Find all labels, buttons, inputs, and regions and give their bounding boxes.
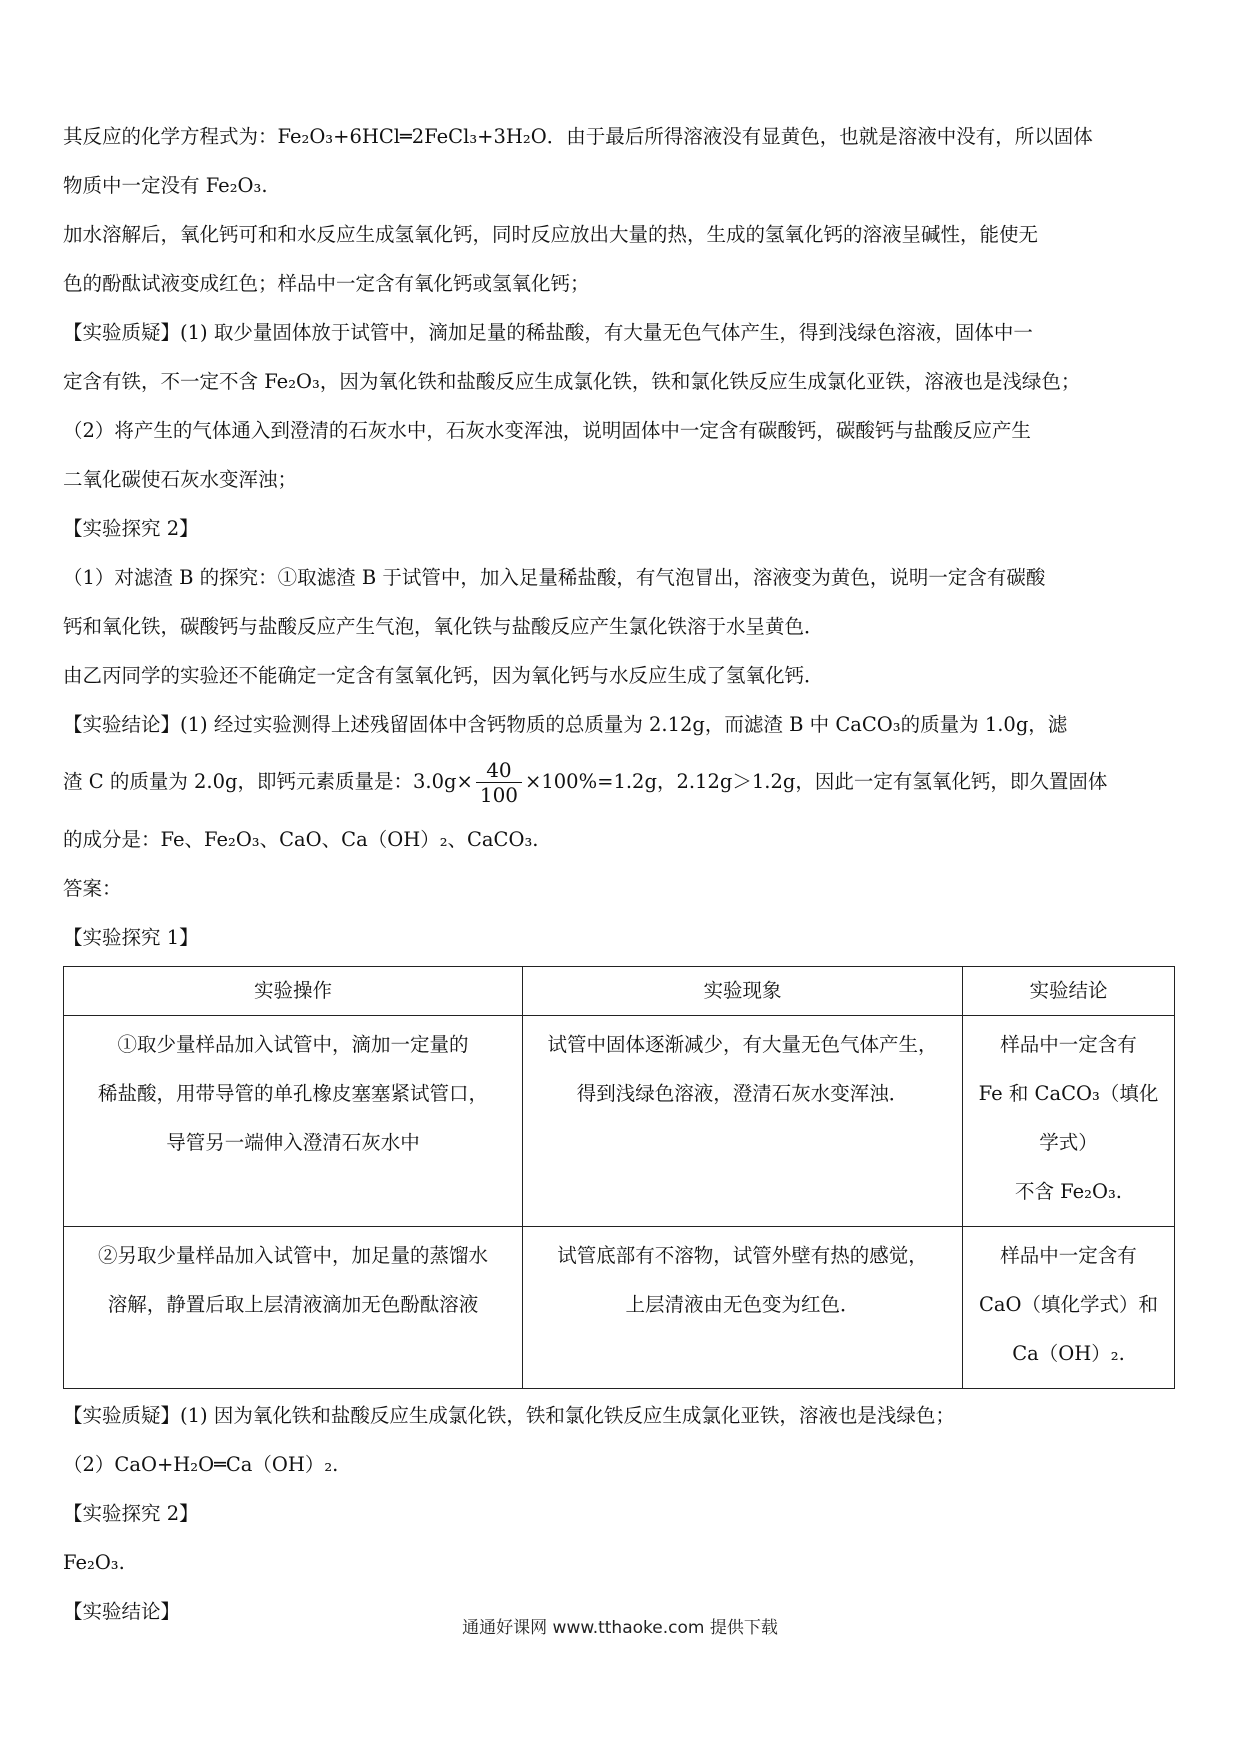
cell-line: 样品中一定含有 [1000, 1244, 1137, 1267]
cell-line: 得到浅绿色溶液，澄清石灰水变浑浊． [576, 1082, 909, 1105]
fraction-denominator: 100 [479, 783, 519, 807]
cell-line: 试管中固体逐渐减少，有大量无色气体产生， [547, 1033, 938, 1056]
formula-before: 渣 C 的质量为 2.0g，即钙元素质量是：3.0g× [63, 770, 473, 793]
table-row [64, 1016, 1175, 1227]
cell-line: ①取少量样品加入试管中，滴加一定量的 [117, 1033, 469, 1056]
text-line: 加水溶解后，氧化钙可和和水反应生成氢氧化钙，同时反应放出大量的热，生成的氢氧化钙的溶液呈碱性，能使无 [63, 223, 1039, 246]
text-line: 其反应的化学方程式为：Fe₂O₃+6HCl═2FeCl₃+3H₂O．由于最后所得溶液没有显黄色，也就是溶液中没有，所以固体 [63, 125, 1093, 148]
cell-operation [64, 1016, 523, 1227]
text-line: Fe₂O₃. [63, 1551, 125, 1574]
text-line: 的成分是：Fe、Fe₂O₃、CaO、Ca（OH）₂、CaCO₃. [63, 828, 539, 851]
cell-operation [64, 1227, 523, 1389]
table-header-operation: 实验操作 [64, 967, 523, 1016]
cell-line: Ca（OH）₂. [1012, 1342, 1125, 1365]
text-line: 二氧化碳使石灰水变浑浊； [63, 468, 298, 491]
cell-line: ②另取少量样品加入试管中，加足量的蒸馏水 [97, 1244, 488, 1267]
analysis-text [63, 112, 1173, 962]
text-line: 钙和氧化铁，碳酸钙与盐酸反应产生气泡，氧化铁与盐酸反应产生氯化铁溶于水呈黄色． [63, 615, 824, 638]
table-header-phenomenon: 实验现象 [523, 967, 963, 1016]
cell-line: 稀盐酸，用带导管的单孔橡皮塞塞紧试管口， [97, 1082, 488, 1105]
text-line: 【实验结论】(1) 经过实验测得上述残留固体中含钙物质的总质量为 2.12g，而滤渣 B 中 CaCO₃的质量为 1.0g，滤 [63, 713, 1068, 736]
page-footer: 通通好课网 www.tthaoke.com 提供下载 [462, 1618, 778, 1638]
section-heading: 【实验探究 2】 [63, 517, 199, 540]
fraction-numerator: 40 [476, 758, 522, 783]
section-heading: 【实验探究 2】 [63, 1502, 199, 1525]
formula-after: ×100%=1.2g，2.12g＞1.2g，因此一定有氢氧化钙，即久置固体 [525, 770, 1108, 793]
cell-phenomenon [523, 1016, 963, 1227]
table-header-row [64, 967, 1175, 1016]
text-line: 【实验质疑】(1) 因为氧化铁和盐酸反应生成氯化铁，铁和氯化铁反应生成氯化亚铁，溶液也是浅绿色； [63, 1404, 955, 1427]
section-heading: 【实验结论】 [63, 1600, 181, 1623]
experiment-table [63, 966, 1175, 1389]
table-row [64, 1227, 1175, 1389]
answer-text [63, 1391, 1173, 1636]
cell-line: CaO（填化学式）和 [978, 1293, 1159, 1316]
cell-line: 导管另一端伸入澄清石灰水中 [166, 1131, 420, 1154]
text-line: （2）将产生的气体通入到澄清的石灰水中，石灰水变浑浊，说明固体中一定含有碳酸钙，碳酸钙与盐酸反应产生 [63, 419, 1031, 442]
formula-line [63, 749, 1173, 815]
section-heading: 【实验探究 1】 [63, 926, 199, 949]
cell-conclusion [963, 1227, 1175, 1389]
text-line: 定含有铁，不一定不含 Fe₂O₃，因为氧化铁和盐酸反应生成氯化铁，铁和氯化铁反应生成氯化亚铁，溶液也是浅绿色； [63, 370, 1081, 393]
table-header-conclusion: 实验结论 [963, 967, 1175, 1016]
text-line: （2）CaO+H₂O═Ca（OH）₂. [63, 1453, 339, 1476]
answer-heading: 答案： [63, 877, 122, 900]
text-line: 色的酚酞试液变成红色；样品中一定含有氧化钙或氢氧化钙； [63, 272, 590, 295]
cell-line: 样品中一定含有 [1000, 1033, 1137, 1056]
text-line: 【实验质疑】(1) 取少量固体放于试管中，滴加足量的稀盐酸，有大量无色气体产生，得到浅绿色溶液，固体中一 [63, 321, 1033, 344]
document-body [63, 112, 1173, 1636]
cell-line: 试管底部有不溶物，试管外壁有热的感觉， [557, 1244, 928, 1267]
text-line: 物质中一定没有 Fe₂O₃. [63, 174, 268, 197]
text-line: 由乙丙同学的实验还不能确定一定含有氢氧化钙，因为氧化钙与水反应生成了氢氧化钙． [63, 664, 824, 687]
cell-line: 不含 Fe₂O₃. [1014, 1180, 1123, 1203]
text-line: （1）对滤渣 B 的探究：①取滤渣 B 于试管中，加入足量稀盐酸，有气泡冒出，溶液变为黄色，说明一定含有碳酸 [63, 566, 1046, 589]
cell-line: Fe 和 CaCO₃（填化 [978, 1082, 1159, 1105]
cell-line: 学式） [1039, 1131, 1098, 1154]
cell-line: 溶解，静置后取上层清液滴加无色酚酞溶液 [107, 1293, 479, 1316]
fraction [476, 758, 522, 807]
cell-conclusion [963, 1016, 1175, 1227]
cell-line: 上层清液由无色变为红色． [625, 1293, 860, 1316]
cell-phenomenon [523, 1227, 963, 1389]
